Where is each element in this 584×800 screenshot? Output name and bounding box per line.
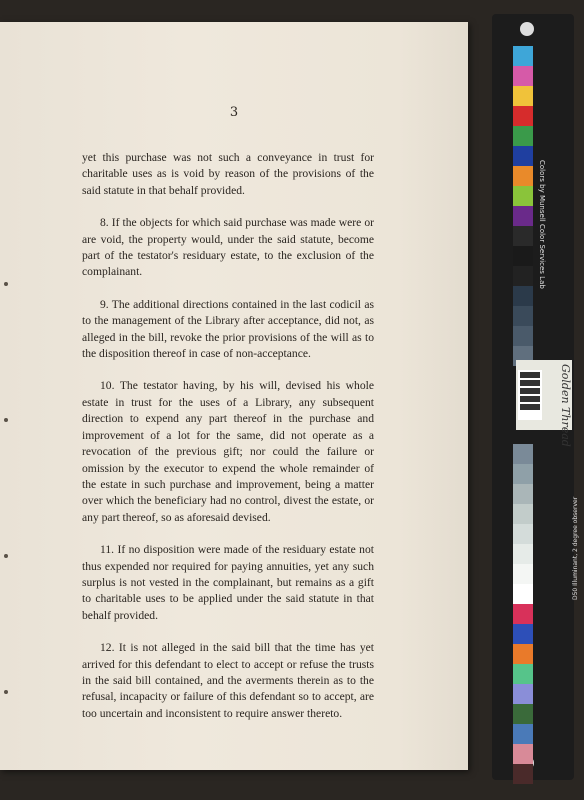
color-swatch [513, 186, 533, 206]
strip-bottom-label: D50 Illuminant, 2 degree observer [572, 496, 579, 600]
color-swatch [513, 326, 533, 346]
color-swatch [513, 206, 533, 226]
color-swatch [513, 584, 533, 604]
color-swatch [513, 46, 533, 66]
color-swatch [513, 524, 533, 544]
paragraph-continuation: yet this purchase was not such a conveyance in trust for charitable uses as is void by reason of the provisions of the said statute in that behalf provided. [82, 151, 374, 197]
paragraph-9: 9. The additional directions contained in the last codicil as to the management of the Library after acceptance, did not, as alleged in the bill, revoke the prior provisions of the will as to the disposition thereof in case of non-acceptance. [82, 297, 374, 361]
color-swatch [513, 146, 533, 166]
color-swatch [513, 624, 533, 644]
color-swatch [513, 604, 533, 624]
color-swatch [513, 724, 533, 744]
binding-hole [4, 690, 8, 694]
paragraph-12: 12. It is not alleged in the said bill that the time has yet arrived for this defendant to elect to accept or refuse the trusts in the said bill contained, and the averments therein as to the refusal, incapacity or failure of this defendant so to accept, are too uncertain and inconsistent to require answer thereto. [82, 641, 374, 720]
body-text [82, 150, 374, 738]
color-swatch [513, 266, 533, 286]
document-page [0, 22, 468, 770]
color-swatch [513, 644, 533, 664]
color-swatch [513, 544, 533, 564]
paragraph-10: 10. The testator having, by his will, devised his whole estate in trust for the uses of a Library, any subsequent direction to expend any part thereof in the purchase and improvement of a lot for the same, did not operate as a revocation of the previous gift; nor could the failure or omission by the executor to expend the whole remainder of the estate in such purchase and improvement, being a matter over which the beneficiary had no control, divest the estate, or any part thereof, so as aforesaid devised. [82, 379, 374, 524]
golden-thread-label: Golden Thread [559, 364, 572, 447]
color-swatch [513, 684, 533, 704]
paragraph-8: 8. If the objects for which said purchase was made were or are void, the property would, under the said statute, become part of the testator's residuary estate, to the exclusion of the complainant. [82, 216, 374, 279]
color-swatch [513, 306, 533, 326]
color-swatch [513, 226, 533, 246]
color-swatch [513, 464, 533, 484]
resolution-target [518, 370, 542, 420]
color-swatch [513, 484, 533, 504]
color-swatch [513, 126, 533, 146]
color-swatch [513, 664, 533, 684]
color-swatch [513, 764, 533, 784]
page-number: 3 [229, 105, 239, 120]
strip-brand-label: Colors by Munsell Color Services Lab [538, 160, 546, 289]
color-swatch [513, 286, 533, 306]
binding-hole [4, 554, 8, 558]
paragraph-11: 11. If no disposition were made of the residuary estate not thus expended nor required for paying annuities, yet any such surplus is not vested in the complainant, but remains as a gift to charitable uses to be applied under the said statute in that behalf provided. [82, 543, 374, 622]
binding-hole [4, 418, 8, 422]
strip-mount-hole [520, 22, 534, 36]
color-swatch [513, 444, 533, 464]
color-swatch [513, 106, 533, 126]
color-swatch [513, 166, 533, 186]
color-swatch [513, 246, 533, 266]
color-swatch [513, 86, 533, 106]
color-swatch [513, 744, 533, 764]
color-swatch [513, 66, 533, 86]
color-swatch [513, 704, 533, 724]
color-swatch [513, 504, 533, 524]
binding-hole [4, 282, 8, 286]
color-swatch [513, 564, 533, 584]
